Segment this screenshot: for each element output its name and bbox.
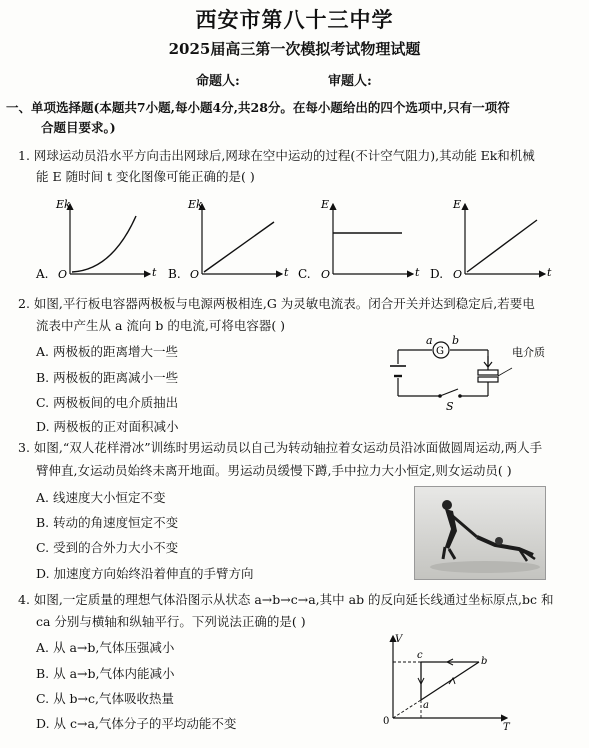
origin-d: O bbox=[453, 268, 463, 281]
q2-option-c: C. 两极板间的电介质抽出 bbox=[36, 395, 179, 410]
graph-c bbox=[298, 198, 420, 281]
capacitor-plate-bottom bbox=[478, 377, 498, 382]
skaters-illustration bbox=[415, 487, 545, 579]
q3-stem-line2: 臂伸直,女运动员始终未离开地面。男运动员缓慢下蹲,手中拉力大小恒定,则女运动员( ) bbox=[36, 463, 512, 478]
q2-stem-line2: 流表中产生从 a 流向 b 的电流,可将电容器( ) bbox=[36, 318, 286, 333]
state-a-label: a bbox=[423, 700, 429, 711]
xlabel-d: t bbox=[547, 266, 552, 279]
q1-graphs bbox=[0, 192, 589, 284]
q3-option-b: B. 转动的角速度恒定不变 bbox=[36, 515, 179, 530]
xlabel-a: t bbox=[152, 266, 157, 279]
school-title: 西安市第八十三中学 bbox=[195, 7, 394, 32]
point-b-label: b bbox=[452, 334, 460, 347]
ylabel-a: Ek bbox=[56, 198, 71, 211]
process-ab bbox=[421, 662, 479, 700]
setter-label: 命题人: bbox=[196, 74, 240, 89]
figure-skating-photo bbox=[414, 486, 546, 580]
q4-option-c: C. 从 b→c,气体吸收热量 bbox=[36, 691, 174, 706]
xlabel-c: t bbox=[415, 266, 420, 279]
q2-option-a: A. 两极板的距离增大一些 bbox=[36, 344, 178, 359]
q4-option-a: A. 从 a→b,气体压强减小 bbox=[36, 640, 175, 655]
q1-stem-line2: 能 E 随时间 t 变化图像可能正确的是( ) bbox=[36, 169, 255, 184]
q3-option-a: A. 线速度大小恒定不变 bbox=[36, 490, 166, 505]
q3-stem-line1: 3. 如图,“双人花样滑冰”训练时男运动员以自己为转动轴拉着女运动员沿冰面做圆周运动,两人手 bbox=[18, 440, 543, 455]
q2-circuit-diagram bbox=[380, 332, 580, 412]
ylabel-d: E bbox=[453, 198, 462, 211]
xlabel-b: t bbox=[284, 266, 289, 279]
line-d bbox=[467, 220, 537, 272]
q4-option-d: D. 从 c→a,气体分子的平均动能不变 bbox=[36, 716, 237, 731]
q4-stem-line2: ca 分别与横轴和纵轴平行。下列说法正确的是( ) bbox=[36, 614, 306, 629]
capacitor-plate-top bbox=[478, 370, 498, 375]
switch-icon bbox=[440, 389, 458, 396]
state-c-label: c bbox=[417, 650, 423, 661]
option-c-label: C. bbox=[298, 267, 311, 281]
exam-title: 2025届高三第一次模拟考试物理试题 bbox=[168, 40, 421, 58]
ylabel-c: E bbox=[321, 198, 330, 211]
graph-d bbox=[430, 198, 552, 281]
dielectric-label: 电介质 bbox=[512, 346, 545, 359]
q1-stem-line1: 1. 网球运动员沿水平方向击出网球后,网球在空中运动的过程(不计空气阻力),其动能 Ek和机械 bbox=[18, 148, 535, 163]
graph-b bbox=[168, 198, 289, 281]
curve-a bbox=[72, 216, 136, 272]
option-b-label: B. bbox=[168, 267, 181, 281]
galvanometer-label: G bbox=[436, 346, 444, 357]
state-b-label: b bbox=[481, 656, 488, 667]
axis-t-label: T bbox=[503, 722, 510, 732]
q2-option-d: D. 两极板的正对面积减小 bbox=[36, 419, 179, 434]
section-heading-line2: 合题目要求。) bbox=[41, 120, 116, 135]
q4-vt-diagram bbox=[375, 628, 525, 732]
reviewer-label: 审题人: bbox=[328, 74, 372, 89]
q3-option-c: C. 受到的合外力大小不变 bbox=[36, 540, 179, 555]
section-heading-line1: 一、单项选择题(本题共7小题,每小题4分,共28分。在每小题给出的四个选项中,只有一项符 bbox=[6, 100, 510, 115]
point-a-label: a bbox=[426, 334, 433, 347]
origin-label: 0 bbox=[383, 716, 390, 727]
q2-stem-line1: 2. 如图,平行板电容器两极板与电源两极相连,G 为灵敏电流表。闭合开关并达到稳定后,若要电 bbox=[18, 296, 535, 311]
origin-c: O bbox=[321, 268, 331, 281]
option-a-label: A. bbox=[36, 267, 49, 281]
switch-label: S bbox=[446, 400, 454, 412]
graph-a bbox=[35, 198, 157, 281]
origin-a: O bbox=[58, 268, 68, 281]
origin-b: O bbox=[190, 268, 200, 281]
q4-option-b: B. 从 a→b,气体内能减小 bbox=[36, 666, 175, 681]
option-d-label: D. bbox=[430, 267, 444, 281]
q2-option-b: B. 两极板的距离减小一些 bbox=[36, 370, 179, 385]
arrow-down-icon bbox=[484, 356, 492, 367]
q4-stem-line1: 4. 如图,一定质量的理想气体沿图示从状态 a→b→c→a,其中 ab 的反向延长线通过坐标原点,bc 和 bbox=[18, 592, 554, 607]
line-b bbox=[204, 222, 274, 272]
axis-v-label: V bbox=[395, 634, 403, 645]
q3-option-d: D. 加速度方向始终沿着伸直的手臂方向 bbox=[36, 566, 254, 581]
ylabel-b: Ek bbox=[188, 198, 203, 211]
